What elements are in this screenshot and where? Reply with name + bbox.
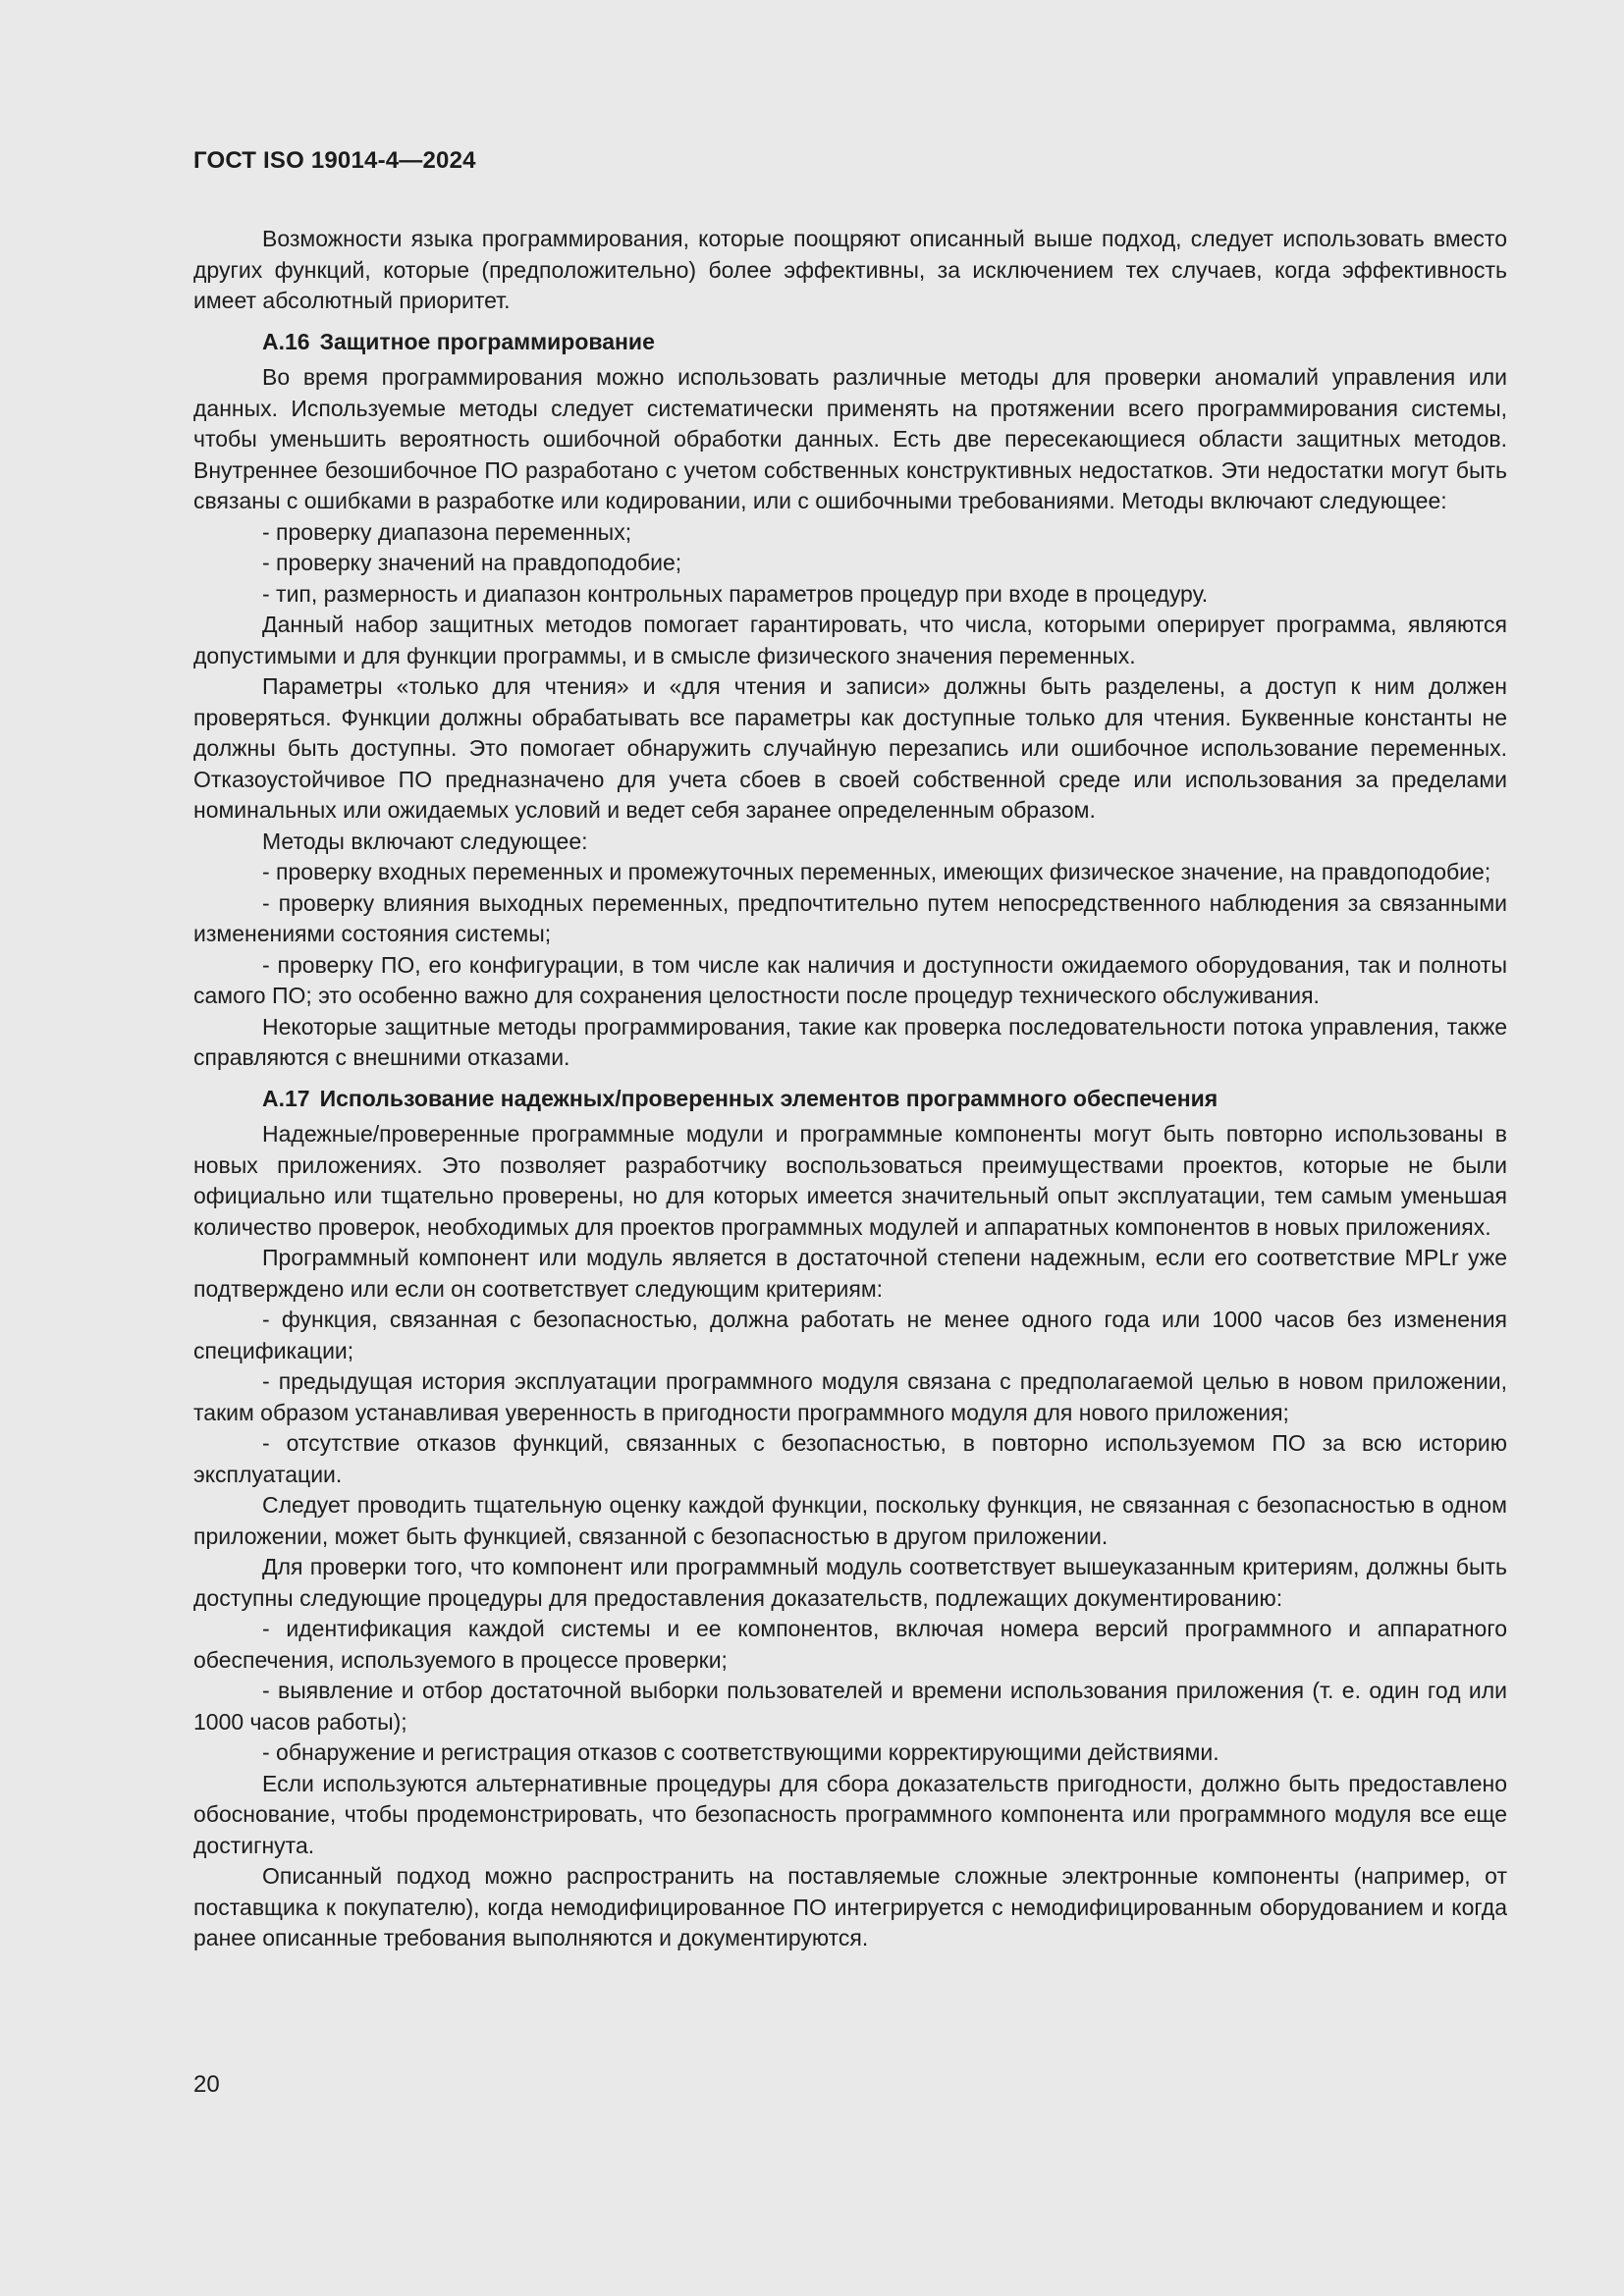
paragraph: Некоторые защитные методы программирования, такие как проверка последовательности потока управления, также справляются с внешними отказами.	[193, 1013, 1507, 1070]
list-item: - идентификация каждой системы и ее компонентов, включая номера версий программного и аппаратного обеспечения, используемого в процессе проверки;	[193, 1616, 1507, 1673]
paragraph: Параметры «только для чтения» и «для чтения и записи» должны быть разделены, а доступ к ним должен проверяться. Функции должны обрабатывать все параметры как доступные только для чтения. Буквенные константы не должны быть доступны. Это помогает обнаружить случайную перезапись или ошибочное использование переменных. Отказоустойчивое ПО предназначено для учета сбоев в своей собственной среде или использования за пределами номинальных или ожидаемых условий и ведет себя заранее определенным образом.	[193, 673, 1507, 823]
section-title: Использование надежных/проверенных элементов программного обеспечения	[319, 1085, 1218, 1111]
section-title: Защитное программирование	[319, 328, 655, 354]
list-item: - проверку влияния выходных переменных, предпочтительно путем непосредственного наблюдения за связанными изменениями состояния системы;	[193, 889, 1507, 946]
paragraph: Методы включают следующее:	[262, 828, 588, 854]
list-item: - проверку ПО, его конфигурации, в том числе как наличия и доступности ожидаемого оборудования, так и полноты самого ПО; это особенно важно для сохранения целостности после процедур технического обслуживания.	[193, 951, 1507, 1008]
paragraph: Во время программирования можно использовать различные методы для проверки аномалий управления или данных. Используемые методы следует систематически применять на протяжении всего программирования системы, чтобы уменьшить вероятность ошибочной обработки данных. Есть две пересекающиеся области защитных методов. Внутреннее безошибочное ПО разработано с учетом собственных конструктивных недостатков. Эти недостатки могут быть связаны с ошибками в разработке или кодировании, или с ошибочными требованиями. Методы включают следующее:	[193, 364, 1507, 513]
list-item: - проверку значений на правдоподобие;	[262, 550, 682, 575]
paragraph: Описанный подход можно распространить на поставляемые сложные электронные компоненты (например, от поставщика к покупателю), когда немодифицированное ПО интегрируется с немодифицированным оборудованием и когда ранее описанные требования выполняются и документируются.	[193, 1863, 1507, 1950]
paragraph: Для проверки того, что компонент или программный модуль соответствует вышеуказанным критериям, должны быть доступны следующие процедуры для предоставления доказательств, подлежащих документированию:	[193, 1554, 1507, 1611]
list-item: - выявление и отбор достаточной выборки пользователей и времени использования приложения (т. е. один год или 1000 часов работы);	[193, 1678, 1507, 1735]
section-number: А.17	[262, 1085, 310, 1111]
paragraph: Если используются альтернативные процедуры для сбора доказательств пригодности, должно быть предоставлено обоснование, чтобы продемонстрировать, что безопасность программного компонента или программного модуля все еще достигнута.	[193, 1770, 1507, 1858]
list-item: - отсутствие отказов функций, связанных с безопасностью, в повторно используемом ПО за всю историю эксплуатации.	[193, 1430, 1507, 1487]
section-heading-a16	[262, 327, 1507, 358]
section-number: А.16	[262, 328, 310, 354]
page-number: 20	[193, 2071, 220, 2098]
list-item: - проверку входных переменных и промежуточных переменных, имеющих физическое значение, на правдоподобие;	[262, 859, 1491, 884]
document-body	[193, 224, 1507, 1954]
paragraph: Данный набор защитных методов помогает гарантировать, что числа, которыми оперирует программа, являются допустимыми и для функции программы, и в смысле физического значения переменных.	[193, 612, 1507, 668]
document-header: ГОСТ ISO 19014-4—2024	[193, 147, 476, 174]
list-item: - обнаружение и регистрация отказов с соответствующими корректирующими действиями.	[262, 1739, 1219, 1765]
list-item: - тип, размерность и диапазон контрольных параметров процедур при входе в процедуру.	[262, 580, 1209, 607]
paragraph: Следует проводить тщательную оценку каждой функции, поскольку функция, не связанная с безопасностью в одном приложении, может быть функцией, связанной с безопасностью в другом приложении.	[193, 1492, 1507, 1549]
paragraph: Программный компонент или модуль является в достаточной степени надежным, если его соответствие MPLr уже подтверждено или если он соответствует следующим критериям:	[193, 1245, 1507, 1302]
paragraph: Надежные/проверенные программные модули и программные компоненты могут быть повторно использованы в новых приложениях. Это позволяет разработчику воспользоваться преимуществами проектов, которые не были официально или тщательно проверены, но для которых имеется значительный опыт эксплуатации, тем самым уменьшая количество проверок, необходимых для проектов программных модулей и аппаратных компонентов в новых приложениях.	[193, 1121, 1507, 1240]
list-item: - функция, связанная с безопасностью, должна работать не менее одного года или 1000 часов без изменения спецификации;	[193, 1307, 1507, 1363]
list-item: - предыдущая история эксплуатации программного модуля связана с предполагаемой целью в новом приложении, таким образом устанавливая уверенность в пригодности программного модуля для нового приложения;	[193, 1368, 1507, 1425]
list-item: - проверку диапазона переменных;	[262, 518, 632, 545]
section-heading-a17	[262, 1084, 1507, 1115]
paragraph: Возможности языка программирования, которые поощряют описанный выше подход, следует использовать вместо других функций, которые (предположительно) более эффективны, за исключением тех случаев, когда эффективность имеет абсолютный приоритет.	[193, 226, 1507, 313]
